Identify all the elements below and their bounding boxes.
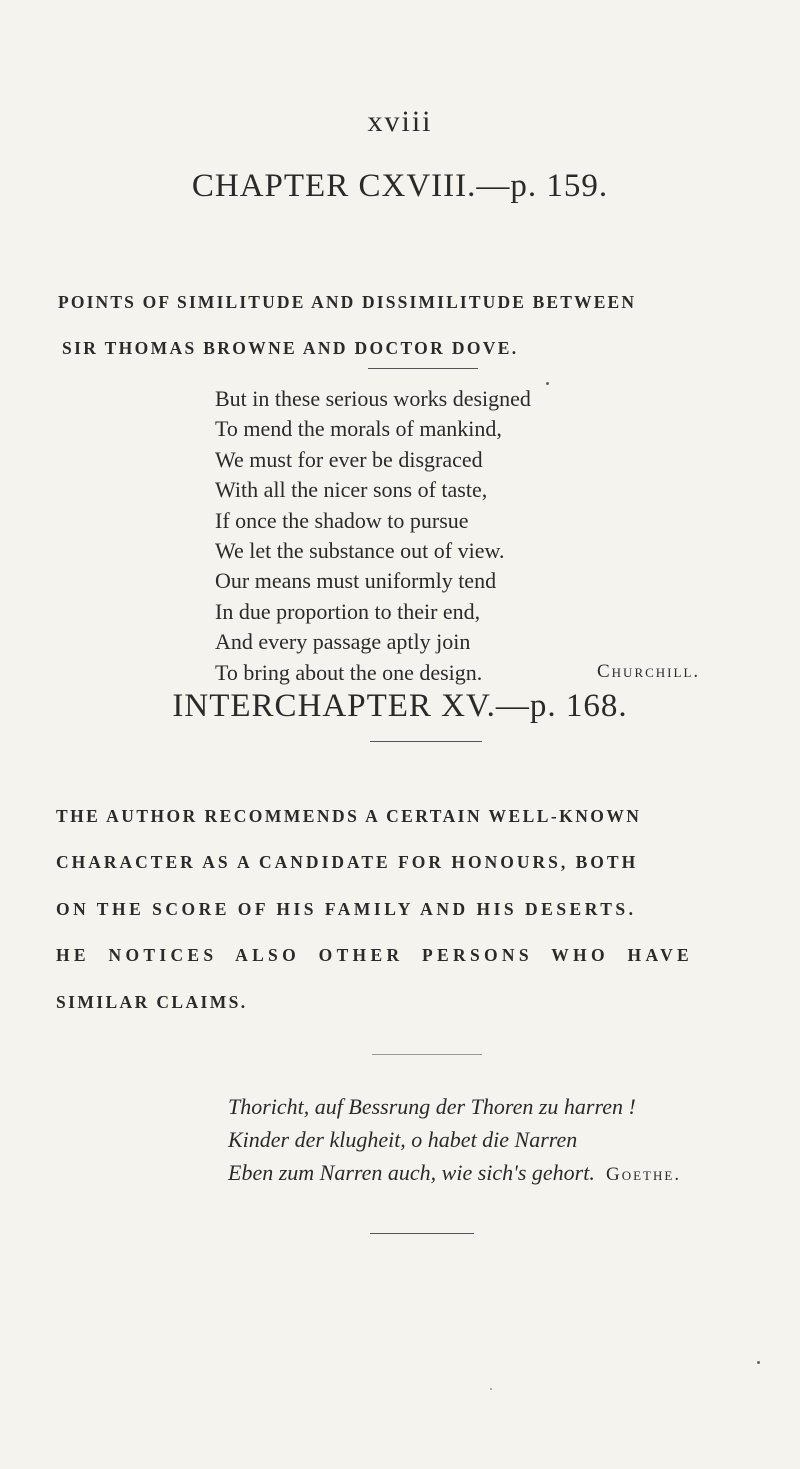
verse-line: We must for ever be disgraced bbox=[215, 446, 483, 472]
summary-line: POINTS OF SIMILITUDE AND DISSIMILITUDE BETWEEN bbox=[58, 292, 637, 312]
divider-rule bbox=[370, 741, 482, 742]
chapter-heading: CHAPTER CXVIII.—p. 159. bbox=[191, 168, 609, 204]
epigraph-verse bbox=[215, 384, 775, 688]
ink-speck bbox=[757, 1361, 760, 1364]
chapter-heading: INTERCHAPTER XV.—p. 168. bbox=[172, 688, 628, 724]
epigraph-attribution: Churchill. bbox=[597, 661, 701, 682]
verse-line: Our means must uniformly tend bbox=[215, 568, 497, 594]
epigraph-verse bbox=[228, 1092, 788, 1191]
verse-line: To mend the morals of mankind, bbox=[215, 416, 502, 442]
ink-speck bbox=[490, 1388, 492, 1390]
verse-line: Kinder der klugheit, o habet die Narren bbox=[228, 1127, 578, 1152]
summary-line: SIR THOMAS BROWNE AND DOCTOR DOVE. bbox=[62, 338, 519, 358]
summary-line: HE NOTICES ALSO OTHER PERSONS WHO HAVE bbox=[56, 945, 694, 965]
verse-line: Eben zum Narren auch, wie sich's gehort. bbox=[228, 1160, 595, 1185]
verse-line: Thoricht, auf Bessrung der Thoren zu harren ! bbox=[228, 1094, 636, 1119]
verse-line: With all the nicer sons of taste, bbox=[215, 477, 488, 503]
summary-line: ON THE SCORE OF HIS FAMILY AND HIS DESERTS. bbox=[56, 899, 637, 919]
summary-line: SIMILAR CLAIMS. bbox=[56, 992, 248, 1012]
divider-rule bbox=[370, 1233, 474, 1234]
epigraph-attribution: Goethe. bbox=[606, 1164, 682, 1185]
verse-line: We let the substance out of view. bbox=[215, 537, 505, 563]
divider-rule bbox=[372, 1054, 482, 1055]
page-number: xviii bbox=[367, 105, 433, 138]
verse-line: But in these serious works designed bbox=[215, 386, 531, 411]
divider-rule bbox=[368, 368, 478, 369]
verse-line: To bring about the one design. bbox=[215, 659, 483, 685]
summary-line: CHARACTER AS A CANDIDATE FOR HONOURS, BOTH bbox=[56, 852, 639, 872]
verse-line: In due proportion to their end, bbox=[215, 598, 481, 624]
summary-line: THE AUTHOR RECOMMENDS A CERTAIN WELL-KNOWN bbox=[56, 806, 642, 826]
verse-line: If once the shadow to pursue bbox=[215, 507, 469, 533]
verse-line: And every passage aptly join bbox=[215, 629, 471, 655]
